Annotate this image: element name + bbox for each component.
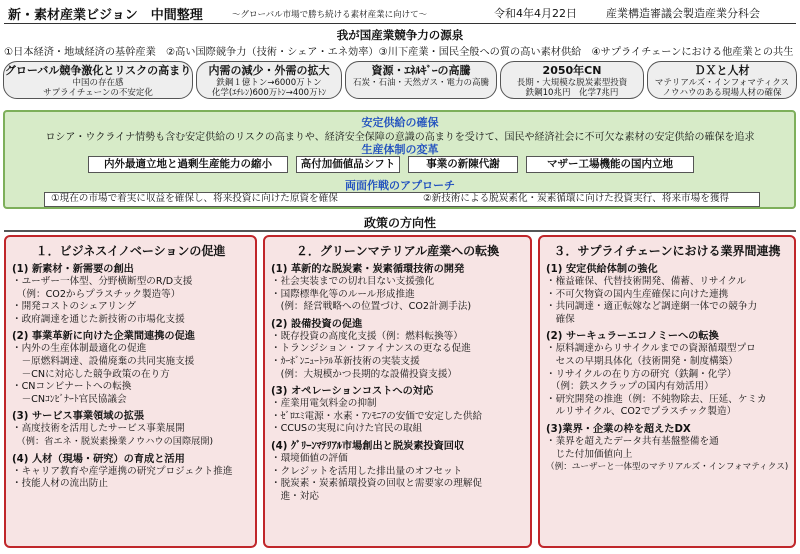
section-item: ・国際標準化等のルール形成推進: [271, 288, 415, 300]
policy-section: [271, 385, 526, 436]
section-item: （例：ユーザーと一体型のマテリアルズ・インフォマティクス): [546, 462, 789, 473]
approach-right: ②新技術による脱炭素化・炭素循環に向けた投資実行、将来市場を獲得: [423, 193, 730, 204]
factor-line: 鉄鋼10兆円 化学7兆円: [525, 88, 619, 98]
policy-section: [12, 263, 251, 326]
section-item: ・ｾﾞﾛｴﾐ電源・水素・ｱﾝﾓﾆｱの安価で安定した供給: [271, 410, 483, 422]
production-change-title: 生産体制の変革: [361, 143, 439, 156]
policy-column-supply-chain: [538, 235, 796, 548]
section-item: ルリサイクル、CO2でプラスチック製造）: [546, 406, 737, 418]
factor-line: 鉄鋼１億トン→6000万トン: [216, 78, 322, 88]
section-item: （例：CO2からプラスチック製造等）: [12, 288, 181, 300]
section-item: ・トランジション・ファイナンスの更なる促進: [271, 343, 471, 355]
policy-column-green-material: [263, 235, 532, 548]
section-item: ・ｶｰﾎﾞﾝﾆｭｰﾄﾗﾙ革新技術の実装支援: [271, 355, 420, 367]
policy-section: [271, 263, 526, 314]
section-item: ・内外の生産体制最適化の促進: [12, 343, 147, 355]
approach-left: ①現在の市場で着実に収益を確保し、将来投資に向けた原資を確保: [51, 193, 338, 204]
section-item: じた付加価値向上: [546, 448, 633, 460]
section-item: －CNｺﾝﾋﾞﾅｰﾄ官民協議会: [12, 393, 127, 405]
section-item: ・CNコンビナートへの転換: [12, 381, 132, 393]
section-item: ・開発コストのシェアリング: [12, 301, 136, 313]
section-item: －原燃料調達、設備廃棄の共同実施支援: [12, 355, 195, 367]
section-item: ・脱炭素・炭素循環投資の回収と需要家の理解促: [271, 478, 483, 490]
section-item: －CNに対応した競争政策の在り方: [12, 368, 170, 380]
section-item: ・産業用電気料金の抑制: [271, 398, 377, 410]
approach-title: 両面作戦のアプローチ: [345, 179, 455, 192]
production-change-item: マザー工場機能の国内立地: [526, 156, 694, 173]
section-item: （例：鉄スクラップの国内有効活用）: [546, 381, 714, 393]
section-item: 確保: [546, 313, 575, 325]
section-item: ・ユーザー一体型、分野横断型のR/D支援: [12, 276, 193, 287]
policy-section: [546, 423, 790, 474]
column-title: １．ビジネスイノベーションの促進: [35, 244, 226, 258]
factor-resource-energy: [345, 61, 497, 99]
sources-title: 我が国産業競争力の源泉: [336, 28, 464, 42]
document-date: 令和4年4月22日: [494, 7, 577, 20]
factor-title: 資源・ｴﾈﾙｷﾞｰの高騰: [371, 64, 471, 77]
section-item: ・共同調達・適正転嫁など調達網一体での競争力: [546, 301, 758, 313]
section-heading: (1) 安定供給体制の強化: [546, 264, 658, 275]
section-item: (例：大規模かつ長期的な設備投資支援）: [271, 368, 458, 380]
section-item: ・権益確保、代替技術開発、備蓄、リサイクル: [546, 276, 747, 287]
policy-section: [12, 410, 251, 448]
sources-list: ①日本経済・地域経済の基幹産業 ②高い国際競争力（技術・シェア・エネ効率）③川下産業・国民全般への質の高い素材供給 ④サプライチェーンにおける他産業との共生: [4, 47, 794, 58]
factor-line: サプライチェーンの不安定化: [43, 88, 153, 98]
factor-title: 2050年CN: [542, 64, 602, 77]
section-heading: (1) 革新的な脱炭素・炭素循環技術の開発: [271, 264, 465, 275]
section-item: （例：省エネ・脱炭素操業ノウハウの国際展開): [12, 435, 214, 447]
policy-section: [12, 453, 251, 491]
section-item: ・原料調達からリサイクルまでの資源循環型プロ: [546, 343, 756, 355]
policy-title: 政策の方向性: [363, 216, 436, 230]
section-heading: (2) 事業革新に向けた企業間連携の促進: [12, 331, 195, 343]
section-item: ・キャリア教育や産学連携の研究プロジェクト推進: [12, 465, 233, 477]
factor-line: 化学(ｴﾁﾚﾝ)600万ﾄﾝ→400万ﾄﾝ: [211, 88, 327, 98]
column-title: ２．グリーンマテリアル産業への転換: [295, 244, 500, 258]
section-item: (例：経営戦略への位置づけ、CO2計測手法): [271, 301, 472, 313]
production-change-item: 高付加価値品シフト: [296, 156, 400, 173]
section-item: ・技能人材の流出防止: [12, 478, 108, 490]
factor-line: 中国の存在感: [72, 78, 124, 88]
section-item: ・不可欠物資の国内生産確保に向けた連携: [546, 288, 729, 300]
policy-section: [12, 330, 251, 406]
section-heading: (4) 人材（現場・研究）の育成と活用: [12, 453, 185, 465]
policy-column-business-innovation: [4, 235, 257, 548]
section-heading: (2) サーキュラーエコノミーへの転換: [546, 331, 719, 343]
production-change-item: 事業の新陳代謝: [408, 156, 518, 173]
factor-dx-talent: [647, 61, 797, 99]
page-subtitle: ～グローバル市場で勝ち続ける素材産業に向けて～: [232, 10, 428, 20]
organization-name: 産業構造審議会製造産業分科会: [606, 7, 760, 20]
production-change-item: 内外最適立地と過剰生産能力の縮小: [88, 156, 288, 173]
section-heading: (2) 設備投資の促進: [271, 318, 363, 330]
section-item: ・業界を超えたデータ共有基盤整備を通: [546, 435, 719, 447]
factor-title: 内需の減少・外需の拡大: [208, 64, 330, 77]
stability-description: ロシア・ウクライナ情勢も含む安定供給のリスクの高まりや、経済安全保障の意識の高まりを受けて、国民や経済社会に不可欠な素材の安定供給の確保を追求: [45, 132, 755, 143]
factor-line: 石炭・石油・天然ガス・電力の高騰: [352, 78, 489, 88]
factor-global-competition: [3, 61, 193, 99]
section-item: ・環境価値の評価: [271, 452, 348, 464]
section-item: ・CCUSの実現に向けた官民の取組: [271, 423, 423, 435]
section-item: ・既存投資の高度化支援（例：燃料転換等）: [271, 330, 463, 342]
section-heading: (1) 新素材・新需要の創出: [12, 264, 134, 275]
section-heading: (3)業界・企業の枠を超えたDX: [546, 423, 691, 435]
policy-section: [546, 330, 790, 419]
policy-section: [271, 440, 526, 503]
section-item: ・政府調達を通じた新技術の市場化支援: [12, 313, 185, 325]
section-heading: (3) オペレーションコストへの対応: [271, 386, 434, 398]
factor-line: ノウハウのある現場人材の確保: [662, 88, 782, 98]
factor-line: マテリアルズ・インフォマティクス: [654, 78, 790, 88]
factor-demand-shift: [196, 61, 342, 99]
section-item: ・研究開発の推進（例：不純物除去、圧延、ケミカ: [546, 393, 767, 405]
policy-divider: [4, 230, 796, 232]
factor-line: 長期・大規模な脱炭素型投資: [516, 78, 628, 88]
section-item: 進・対応: [271, 490, 319, 502]
section-heading: (3) サービス事業領域の拡張: [12, 411, 145, 423]
section-item: ・クレジットを活用した排出量のオフセット: [271, 465, 463, 477]
factor-title: ＤＸと人材: [694, 64, 750, 77]
section-heading: (4) ｸﾞﾘｰﾝﾏﾃﾘｱﾙ市場創出と脱炭素投資回収: [271, 440, 465, 452]
policy-section: [546, 263, 790, 326]
approach-box: [44, 192, 760, 207]
section-item: ・リサイクルの在り方の研究（鉄鋼・化学）: [546, 368, 737, 380]
section-item: ・社会実装までの切れ目ない支援強化: [271, 276, 435, 287]
header-divider: [4, 23, 796, 24]
factor-title: グローバル競争激化とリスクの高まり: [4, 64, 192, 77]
page-title: 新・素材産業ビジョン 中間整理: [8, 8, 203, 23]
factor-carbon-neutral: [500, 61, 644, 99]
section-item: ・高度技術を活用したサービス事業展開: [12, 423, 185, 435]
policy-section: [271, 318, 526, 381]
column-title: ３．サプライチェーンにおける業界間連携: [553, 244, 781, 258]
stability-title: 安定供給の確保: [361, 116, 439, 129]
section-item: セスの早期具体化（技術開発・制度構築）: [546, 355, 738, 367]
